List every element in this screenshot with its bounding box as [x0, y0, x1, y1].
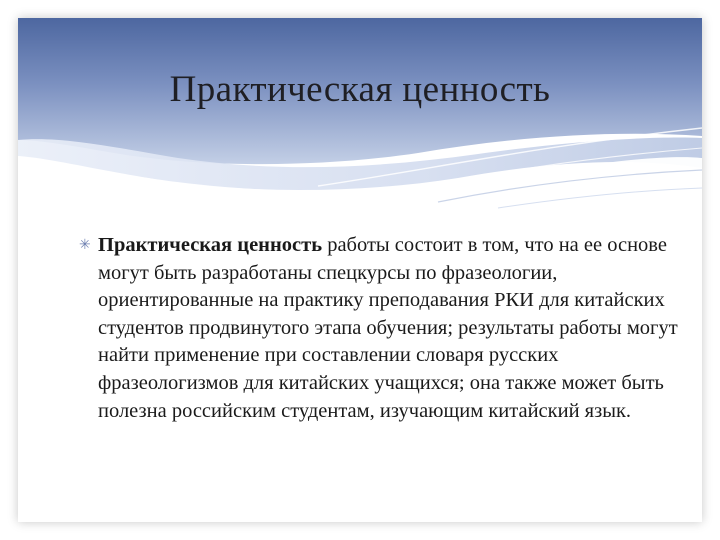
bullet-body-text: работы состоит в том, что на ее основе могут быть разработаны спецкурсы по фразеологии, ориентированные на практику преподавания РКИ для китайских студентов продвинутого этапа обучения; результаты работы могут найти применение при составлении словаря русских фразеологизмов для китайских учащихся; она также может быть полезна российским студентам, изучающим китайский язык. [98, 234, 678, 422]
asterisk-bullet-icon: ✳ [79, 238, 91, 253]
bullet-item [79, 232, 679, 425]
slide-frame [18, 18, 702, 522]
content-area [79, 232, 679, 425]
header-wave-background [18, 18, 702, 218]
bullet-bold-lead: Практическая ценность [98, 234, 323, 256]
slide-title: Практическая ценность [169, 69, 551, 110]
